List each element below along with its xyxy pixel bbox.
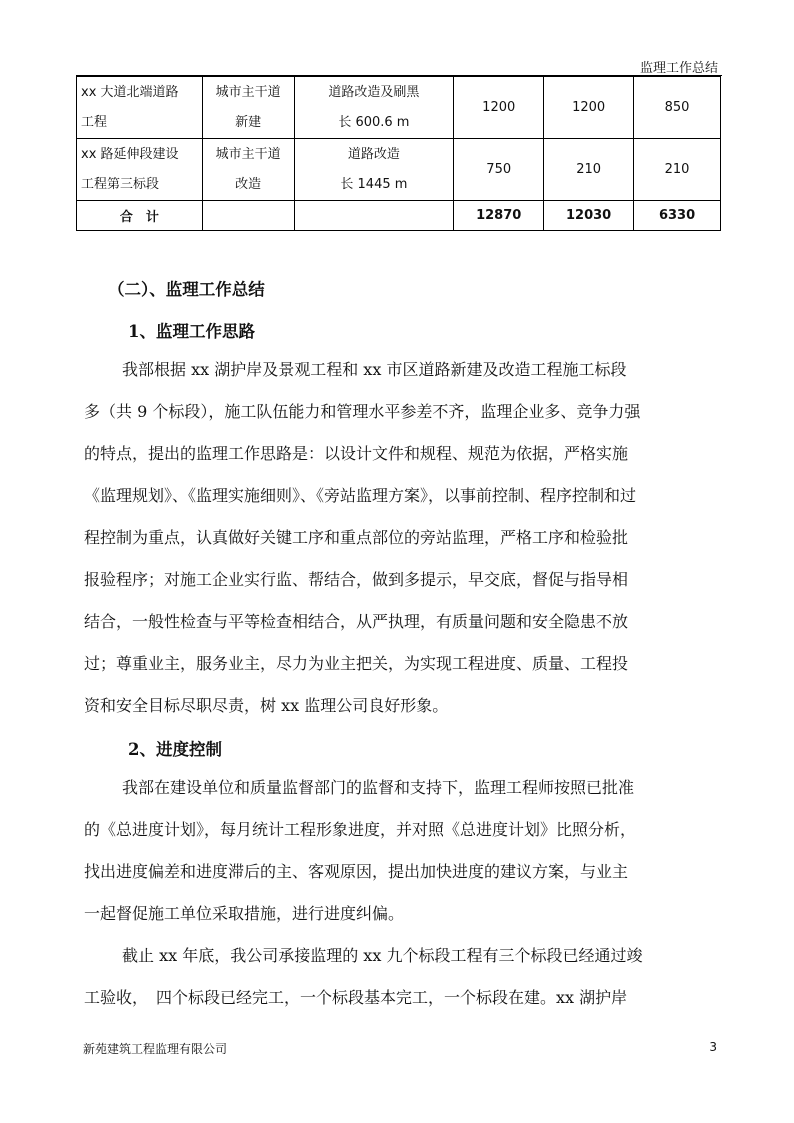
paragraph-work-approach [84, 349, 730, 727]
paragraph-line: 我部根据 xx 湖护岸及景观工程和 xx 市区道路新建及改造工程施工标段 [122, 360, 627, 379]
project-type-line: 新建 [235, 114, 262, 130]
paragraph-line: 《监理规划》、《监理实施细则》、《旁站监理方案》，以事前控制、程序控制和过 [84, 486, 637, 505]
project-type-line: 城市主干道 [215, 146, 281, 162]
total-label: 合 计 [77, 201, 203, 231]
subsection-heading: 2、进度控制 [128, 740, 222, 759]
project-content-line: 道路改造及刷黑 [328, 84, 420, 100]
empty-cell [294, 201, 454, 231]
project-table [76, 76, 721, 231]
value-cell: 1200 [454, 77, 544, 139]
project-name-line: xx 大道北端道路 [81, 84, 179, 100]
total-value: 6330 [634, 201, 721, 231]
project-content-line: 长 1445 m [340, 176, 408, 192]
table-row [77, 77, 721, 139]
project-type-cell [202, 77, 294, 139]
section-heading: （二）、监理工作总结 [108, 280, 265, 299]
project-name-line: 工程 [81, 114, 108, 130]
value-cell: 750 [454, 139, 544, 201]
subsection-heading: 1、监理工作思路 [128, 322, 255, 341]
project-content-line: 道路改造 [347, 146, 400, 162]
paragraph-line: 的特点，提出的监理工作思路是：以设计文件和规程、规范为依据，严格实施 [84, 444, 629, 463]
project-type-cell [202, 139, 294, 201]
project-name-line: 工程第三标段 [81, 176, 160, 192]
total-value: 12870 [454, 201, 544, 231]
paragraph-line: 的《总进度计划》，每月统计工程形象进度，并对照《总进度计划》比照分析， [84, 820, 637, 839]
paragraph-line: 多（共 9 个标段），施工队伍能力和管理水平参差不齐，监理企业多、竞争力强 [84, 402, 641, 421]
paragraph-line: 资和安全目标尽职尽责，树 xx 监理公司良好形象。 [84, 696, 449, 715]
footer-company: 新苑建筑工程监理有限公司 [83, 1042, 228, 1056]
project-name-cell [77, 77, 203, 139]
paragraph-schedule-control [84, 767, 730, 935]
paragraph-line: 找出进度偏差和进度滞后的主、客观原因，提出加快进度的建议方案，与业主 [84, 862, 629, 881]
project-content-line: 长 600.6 m [338, 114, 410, 130]
paragraph-line: 我部在建设单位和质量监督部门的监督和支持下，监理工程师按照已批准 [122, 778, 635, 797]
page-number: 3 [709, 1040, 717, 1054]
project-content-cell [294, 139, 454, 201]
value-cell: 1200 [544, 77, 634, 139]
paragraph-line: 结合，一般性检查与平等检查相结合，从严执理，有质量问题和安全隐患不放 [84, 612, 629, 631]
total-row [77, 201, 721, 231]
project-name-line: xx 路延伸段建设 [81, 146, 179, 162]
value-cell: 850 [634, 77, 721, 139]
project-type-line: 城市主干道 [215, 84, 281, 100]
paragraph-line: 一起督促施工单位采取措施，进行进度纠偏。 [84, 904, 405, 923]
running-header: 监理工作总结 [639, 61, 718, 76]
paragraph-status [84, 935, 730, 1019]
project-content-cell [294, 77, 454, 139]
paragraph-line: 过；尊重业主，服务业主，尽力为业主把关，为实现工程进度、质量、工程投 [84, 654, 629, 673]
paragraph-line: 报验程序；对施工企业实行监、帮结合，做到多提示，早交底，督促与指导相 [84, 570, 629, 589]
empty-cell [202, 201, 294, 231]
value-cell: 210 [634, 139, 721, 201]
project-name-cell [77, 139, 203, 201]
value-cell: 210 [544, 139, 634, 201]
paragraph-line: 截止 xx 年底，我公司承接监理的 xx 九个标段工程有三个标段已经通过竣 [122, 946, 643, 965]
project-type-line: 改造 [235, 176, 262, 192]
paragraph-line: 程控制为重点，认真做好关键工序和重点部位的旁站监理，严格工序和检验批 [84, 528, 629, 547]
paragraph-line: 工验收， 四个标段已经完工，一个标段基本完工，一个标段在建。xx 湖护岸 [84, 988, 628, 1007]
total-value: 12030 [544, 201, 634, 231]
table-row [77, 139, 721, 201]
